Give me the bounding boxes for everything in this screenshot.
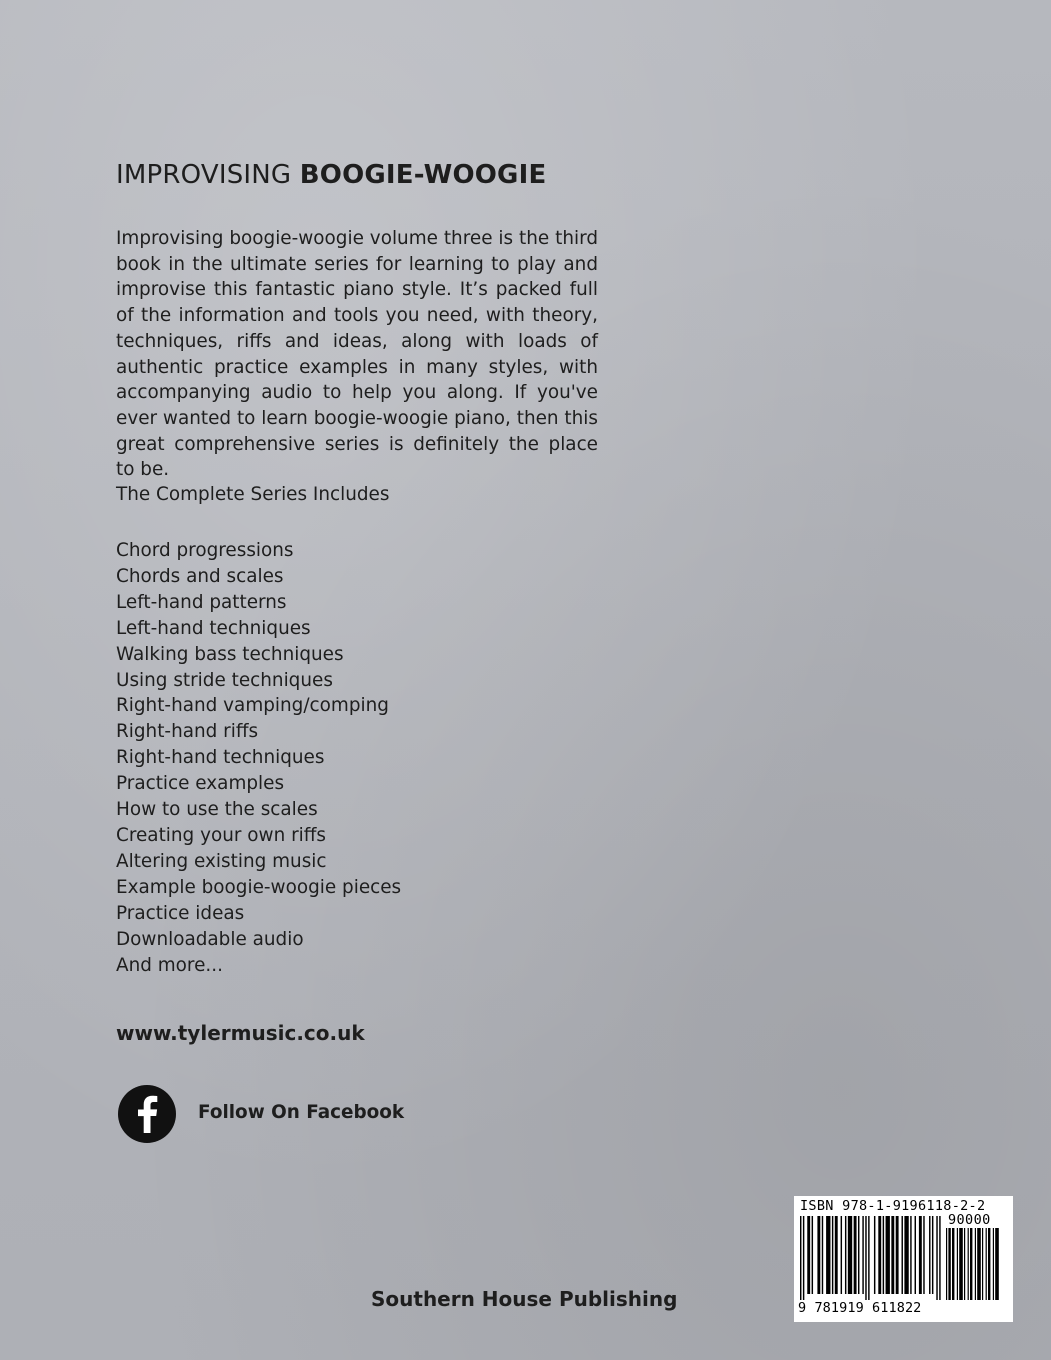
title-bold: BOOGIE-WOOGIE <box>299 160 547 190</box>
book-title <box>116 160 546 190</box>
list-item: Left-hand patterns <box>116 591 287 613</box>
list-item: Right-hand vamping/comping <box>116 695 389 717</box>
list-item: Right-hand techniques <box>116 747 325 769</box>
website-url: www.tylermusic.co.uk <box>116 1021 365 1045</box>
facebook-icon <box>118 1085 176 1143</box>
isbn-label: ISBN 978-1-9196118-2-2 <box>800 1198 986 1214</box>
list-item: Right-hand riffs <box>116 721 259 743</box>
barcode-addon-digits: 90000 <box>948 1212 991 1228</box>
facebook-follow-label: Follow On Facebook <box>198 1102 405 1123</box>
list-item: Chords and scales <box>116 565 284 587</box>
series-heading: The Complete Series Includes <box>116 484 390 505</box>
list-item: Chord progressions <box>116 540 294 561</box>
barcode-digits: 9 781919 611822 <box>798 1300 922 1316</box>
title-plain: IMPROVISING <box>116 160 300 190</box>
list-item: Practice examples <box>116 773 285 795</box>
list-item: Left-hand techniques <box>116 617 311 639</box>
list-item: Altering existing music <box>116 850 327 872</box>
list-item: Downloadable audio <box>116 928 304 950</box>
list-item: And more... <box>116 954 223 976</box>
list-item: Example boogie-woogie pieces <box>116 876 402 898</box>
publisher-name: Southern House Publishing <box>371 1287 678 1311</box>
list-item: Walking bass techniques <box>116 643 344 665</box>
book-description: Improvising boogie-woogie volume three is the third book in the ultimate series for learning to play and improvise this fantastic piano style. It’s packed full of the information and tools you need, with theory, techniques, riffs and ideas, along with loads of authentic practice examples in many styles, with accompanying audio to help you along. If you've ever wanted to learn boogie-woogie piano, then this great comprehensive series is definitely the place to be. <box>116 228 598 481</box>
series-feature-list <box>116 538 401 978</box>
list-item: Creating your own riffs <box>116 824 326 846</box>
list-item: How to use the scales <box>116 799 318 821</box>
addon-barcode-bars <box>946 1228 1004 1300</box>
list-item: Practice ideas <box>116 902 245 924</box>
list-item: Using stride techniques <box>116 669 333 691</box>
isbn-barcode <box>794 1196 1013 1322</box>
ean-barcode-bars <box>800 1216 942 1300</box>
